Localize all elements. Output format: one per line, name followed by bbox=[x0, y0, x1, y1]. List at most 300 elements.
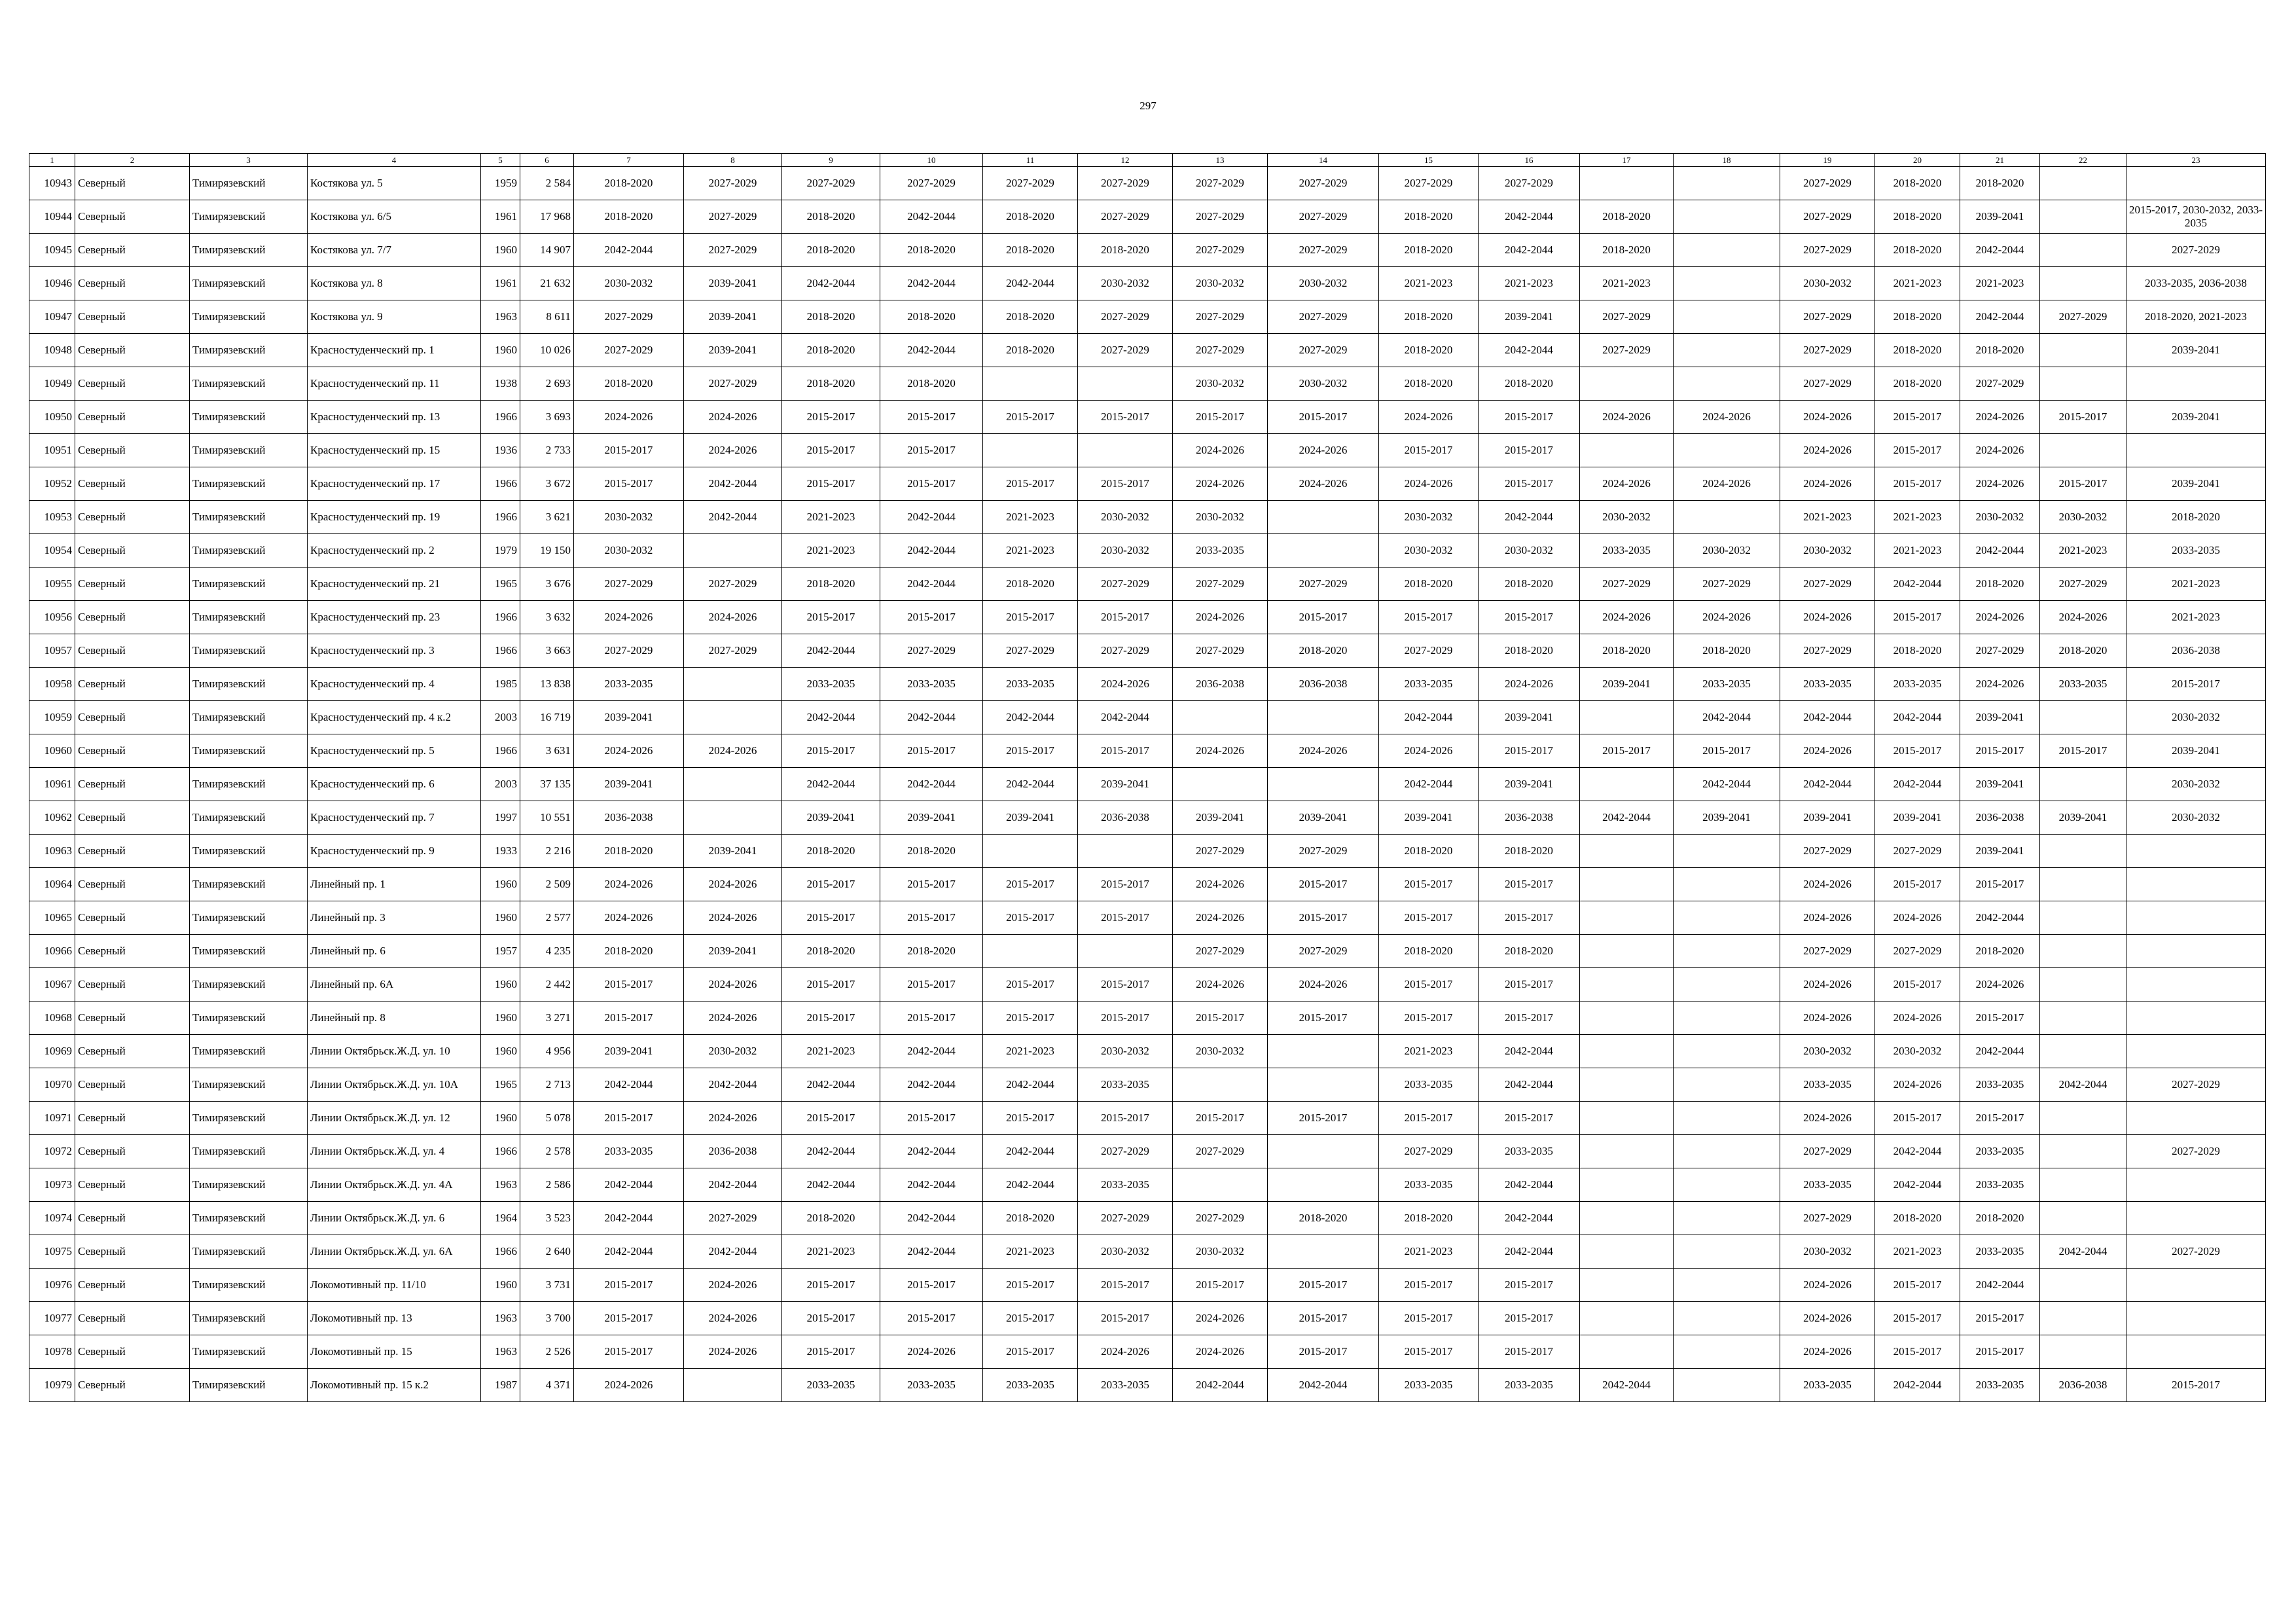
table-cell-col-17 bbox=[1580, 1035, 1674, 1068]
table-cell-col-10: 2015-2017 bbox=[880, 1302, 983, 1335]
table-cell-col-18 bbox=[1674, 868, 1780, 901]
table-cell-col-12: 2015-2017 bbox=[1078, 601, 1173, 634]
table-cell-col-4: Красностуденческий пр. 19 bbox=[308, 501, 481, 534]
table-cell-col-14 bbox=[1268, 501, 1379, 534]
table-cell-col-17: 2042-2044 bbox=[1580, 1369, 1674, 1402]
table-cell-col-9: 2021-2023 bbox=[782, 534, 880, 568]
table-cell-col-4: Локомотивный пр. 15 к.2 bbox=[308, 1369, 481, 1402]
table-cell-col-10: 2042-2044 bbox=[880, 534, 983, 568]
table-cell-col-4: Костякова ул. 5 bbox=[308, 167, 481, 200]
table-cell-col-6: 4 956 bbox=[520, 1035, 574, 1068]
table-cell-col-14: 2015-2017 bbox=[1268, 1102, 1379, 1135]
table-cell-col-14: 2027-2029 bbox=[1268, 167, 1379, 200]
table-cell-col-21: 2015-2017 bbox=[1960, 1102, 2040, 1135]
table-row bbox=[29, 601, 2266, 634]
table-cell-col-5: 1961 bbox=[481, 267, 520, 300]
table-cell-col-12: 2018-2020 bbox=[1078, 234, 1173, 267]
table-cell-col-22: 2027-2029 bbox=[2040, 568, 2126, 601]
table-row bbox=[29, 1235, 2266, 1269]
table-cell-col-11: 2027-2029 bbox=[983, 167, 1078, 200]
table-cell-col-3: Тимирязевский bbox=[190, 367, 308, 401]
table-cell-col-9: 2021-2023 bbox=[782, 1035, 880, 1068]
table-cell-col-6: 3 731 bbox=[520, 1269, 574, 1302]
table-cell-col-5: 1963 bbox=[481, 1168, 520, 1202]
table-cell-col-17 bbox=[1580, 1269, 1674, 1302]
table-cell-col-1: 10971 bbox=[29, 1102, 75, 1135]
table-cell-col-10: 2018-2020 bbox=[880, 835, 983, 868]
table-cell-col-4: Линейный пр. 3 bbox=[308, 901, 481, 935]
table-cell-col-23: 2036-2038 bbox=[2126, 634, 2266, 668]
table-cell-col-3: Тимирязевский bbox=[190, 734, 308, 768]
table-cell-col-19: 2027-2029 bbox=[1780, 300, 1875, 334]
table-cell-col-2: Северный bbox=[75, 234, 190, 267]
table-cell-col-11: 2015-2017 bbox=[983, 467, 1078, 501]
table-cell-col-10: 2027-2029 bbox=[880, 167, 983, 200]
table-cell-col-21: 2039-2041 bbox=[1960, 768, 2040, 801]
table-cell-col-2: Северный bbox=[75, 200, 190, 234]
table-cell-col-14 bbox=[1268, 768, 1379, 801]
table-cell-col-1: 10973 bbox=[29, 1168, 75, 1202]
table-cell-col-23 bbox=[2126, 1035, 2266, 1068]
table-cell-col-6: 2 578 bbox=[520, 1135, 574, 1168]
table-cell-col-2: Северный bbox=[75, 334, 190, 367]
table-row bbox=[29, 167, 2266, 200]
table-cell-col-15: 2018-2020 bbox=[1379, 234, 1479, 267]
table-cell-col-17: 2024-2026 bbox=[1580, 601, 1674, 634]
table-cell-col-12: 2030-2032 bbox=[1078, 501, 1173, 534]
table-cell-col-12: 2027-2029 bbox=[1078, 634, 1173, 668]
table-cell-col-2: Северный bbox=[75, 601, 190, 634]
table-body bbox=[29, 167, 2266, 1402]
table-cell-col-18 bbox=[1674, 1335, 1780, 1369]
table-cell-col-21: 2024-2026 bbox=[1960, 601, 2040, 634]
table-cell-col-3: Тимирязевский bbox=[190, 467, 308, 501]
table-cell-col-22: 2036-2038 bbox=[2040, 1369, 2126, 1402]
table-cell-col-11: 2015-2017 bbox=[983, 1102, 1078, 1135]
table-cell-col-12: 2015-2017 bbox=[1078, 401, 1173, 434]
table-cell-col-9: 2018-2020 bbox=[782, 367, 880, 401]
table-cell-col-6: 5 078 bbox=[520, 1102, 574, 1135]
table-cell-col-23 bbox=[2126, 968, 2266, 1001]
table-cell-col-3: Тимирязевский bbox=[190, 1202, 308, 1235]
table-cell-col-13: 2024-2026 bbox=[1173, 434, 1268, 467]
table-cell-col-18: 2030-2032 bbox=[1674, 534, 1780, 568]
table-cell-col-9: 2015-2017 bbox=[782, 467, 880, 501]
table-cell-col-15: 2024-2026 bbox=[1379, 734, 1479, 768]
table-cell-col-13 bbox=[1173, 1168, 1268, 1202]
table-cell-col-17 bbox=[1580, 1068, 1674, 1102]
table-row bbox=[29, 668, 2266, 701]
table-cell-col-18: 2024-2026 bbox=[1674, 467, 1780, 501]
table-cell-col-16: 2015-2017 bbox=[1479, 734, 1580, 768]
table-cell-col-5: 1987 bbox=[481, 1369, 520, 1402]
table-cell-col-7: 2042-2044 bbox=[574, 234, 684, 267]
table-cell-col-20: 2015-2017 bbox=[1875, 968, 1960, 1001]
table-cell-col-22 bbox=[2040, 1302, 2126, 1335]
table-cell-col-6: 19 150 bbox=[520, 534, 574, 568]
table-cell-col-7: 2018-2020 bbox=[574, 935, 684, 968]
table-cell-col-12: 2027-2029 bbox=[1078, 167, 1173, 200]
table-cell-col-23 bbox=[2126, 1302, 2266, 1335]
table-cell-col-1: 10949 bbox=[29, 367, 75, 401]
table-cell-col-11: 2015-2017 bbox=[983, 1335, 1078, 1369]
table-cell-col-5: 1985 bbox=[481, 668, 520, 701]
table-cell-col-7: 2027-2029 bbox=[574, 568, 684, 601]
table-cell-col-16: 2015-2017 bbox=[1479, 968, 1580, 1001]
table-cell-col-8 bbox=[684, 701, 782, 734]
table-cell-col-7: 2039-2041 bbox=[574, 768, 684, 801]
table-cell-col-23: 2027-2029 bbox=[2126, 1068, 2266, 1102]
table-cell-col-10: 2015-2017 bbox=[880, 734, 983, 768]
column-header-12: 12 bbox=[1078, 154, 1173, 167]
table-cell-col-9: 2015-2017 bbox=[782, 1102, 880, 1135]
table-cell-col-20: 2015-2017 bbox=[1875, 601, 1960, 634]
table-cell-col-15: 2015-2017 bbox=[1379, 968, 1479, 1001]
table-cell-col-8: 2039-2041 bbox=[684, 334, 782, 367]
table-cell-col-16: 2027-2029 bbox=[1479, 167, 1580, 200]
table-cell-col-22: 2024-2026 bbox=[2040, 601, 2126, 634]
table-cell-col-2: Северный bbox=[75, 267, 190, 300]
column-header-4: 4 bbox=[308, 154, 481, 167]
table-cell-col-16: 2015-2017 bbox=[1479, 868, 1580, 901]
table-cell-col-12 bbox=[1078, 835, 1173, 868]
table-cell-col-2: Северный bbox=[75, 167, 190, 200]
table-cell-col-3: Тимирязевский bbox=[190, 1068, 308, 1102]
table-cell-col-5: 1960 bbox=[481, 868, 520, 901]
table-cell-col-17 bbox=[1580, 835, 1674, 868]
table-cell-col-6: 14 907 bbox=[520, 234, 574, 267]
table-cell-col-16: 2018-2020 bbox=[1479, 835, 1580, 868]
table-cell-col-6: 3 632 bbox=[520, 601, 574, 634]
table-cell-col-14: 2030-2032 bbox=[1268, 267, 1379, 300]
table-cell-col-21: 2015-2017 bbox=[1960, 868, 2040, 901]
table-cell-col-20: 2024-2026 bbox=[1875, 901, 1960, 935]
table-cell-col-23: 2018-2020, 2021-2023 bbox=[2126, 300, 2266, 334]
table-cell-col-18: 2015-2017 bbox=[1674, 734, 1780, 768]
table-cell-col-19: 2033-2035 bbox=[1780, 1068, 1875, 1102]
table-cell-col-22: 2042-2044 bbox=[2040, 1235, 2126, 1269]
table-cell-col-7: 2033-2035 bbox=[574, 1135, 684, 1168]
table-cell-col-6: 10 551 bbox=[520, 801, 574, 835]
table-cell-col-21: 2024-2026 bbox=[1960, 467, 2040, 501]
table-cell-col-18 bbox=[1674, 501, 1780, 534]
table-row bbox=[29, 701, 2266, 734]
table-cell-col-15: 2027-2029 bbox=[1379, 1135, 1479, 1168]
table-cell-col-21: 2015-2017 bbox=[1960, 734, 2040, 768]
table-cell-col-5: 1966 bbox=[481, 401, 520, 434]
table-cell-col-17: 2027-2029 bbox=[1580, 568, 1674, 601]
table-cell-col-12: 2039-2041 bbox=[1078, 768, 1173, 801]
table-cell-col-18 bbox=[1674, 434, 1780, 467]
table-cell-col-1: 10965 bbox=[29, 901, 75, 935]
table-cell-col-21: 2021-2023 bbox=[1960, 267, 2040, 300]
table-cell-col-18 bbox=[1674, 1269, 1780, 1302]
table-cell-col-14: 2024-2026 bbox=[1268, 734, 1379, 768]
table-cell-col-13: 2042-2044 bbox=[1173, 1369, 1268, 1402]
table-cell-col-19: 2030-2032 bbox=[1780, 267, 1875, 300]
table-cell-col-18 bbox=[1674, 334, 1780, 367]
table-cell-col-19: 2024-2026 bbox=[1780, 901, 1875, 935]
table-cell-col-20: 2015-2017 bbox=[1875, 1302, 1960, 1335]
table-cell-col-9: 2015-2017 bbox=[782, 734, 880, 768]
table-cell-col-6: 2 586 bbox=[520, 1168, 574, 1202]
table-cell-col-4: Красностуденческий пр. 17 bbox=[308, 467, 481, 501]
table-cell-col-21: 2018-2020 bbox=[1960, 935, 2040, 968]
table-cell-col-18 bbox=[1674, 300, 1780, 334]
table-cell-col-10: 2015-2017 bbox=[880, 1269, 983, 1302]
table-cell-col-1: 10968 bbox=[29, 1001, 75, 1035]
table-cell-col-12: 2015-2017 bbox=[1078, 968, 1173, 1001]
table-row bbox=[29, 534, 2266, 568]
table-row bbox=[29, 935, 2266, 968]
table-cell-col-12: 2027-2029 bbox=[1078, 568, 1173, 601]
table-cell-col-8: 2024-2026 bbox=[684, 868, 782, 901]
table-cell-col-10: 2042-2044 bbox=[880, 267, 983, 300]
table-cell-col-22: 2018-2020 bbox=[2040, 634, 2126, 668]
table-cell-col-12 bbox=[1078, 434, 1173, 467]
table-cell-col-7: 2024-2026 bbox=[574, 1369, 684, 1402]
table-cell-col-21: 2018-2020 bbox=[1960, 334, 2040, 367]
column-header-2: 2 bbox=[75, 154, 190, 167]
table-cell-col-20: 2015-2017 bbox=[1875, 734, 1960, 768]
table-cell-col-11 bbox=[983, 434, 1078, 467]
table-cell-col-13: 2024-2026 bbox=[1173, 968, 1268, 1001]
table-cell-col-8: 2024-2026 bbox=[684, 1269, 782, 1302]
table-cell-col-15: 2033-2035 bbox=[1379, 1168, 1479, 1202]
table-cell-col-8: 2027-2029 bbox=[684, 234, 782, 267]
table-cell-col-3: Тимирязевский bbox=[190, 434, 308, 467]
table-cell-col-20: 2042-2044 bbox=[1875, 768, 1960, 801]
table-cell-col-12: 2036-2038 bbox=[1078, 801, 1173, 835]
table-cell-col-5: 2003 bbox=[481, 701, 520, 734]
table-cell-col-16: 2039-2041 bbox=[1479, 701, 1580, 734]
table-cell-col-20: 2027-2029 bbox=[1875, 935, 1960, 968]
table-cell-col-10: 2033-2035 bbox=[880, 668, 983, 701]
table-cell-col-19: 2024-2026 bbox=[1780, 1001, 1875, 1035]
table-cell-col-21: 2042-2044 bbox=[1960, 234, 2040, 267]
table-cell-col-8: 2024-2026 bbox=[684, 434, 782, 467]
table-cell-col-7: 2018-2020 bbox=[574, 835, 684, 868]
table-cell-col-2: Северный bbox=[75, 467, 190, 501]
table-cell-col-21: 2024-2026 bbox=[1960, 434, 2040, 467]
table-cell-col-22: 2015-2017 bbox=[2040, 734, 2126, 768]
table-cell-col-6: 2 216 bbox=[520, 835, 574, 868]
table-cell-col-7: 2030-2032 bbox=[574, 501, 684, 534]
table-cell-col-23: 2039-2041 bbox=[2126, 401, 2266, 434]
table-cell-col-15: 2018-2020 bbox=[1379, 1202, 1479, 1235]
table-cell-col-1: 10948 bbox=[29, 334, 75, 367]
table-cell-col-9: 2042-2044 bbox=[782, 1135, 880, 1168]
table-row bbox=[29, 434, 2266, 467]
table-cell-col-10: 2015-2017 bbox=[880, 1001, 983, 1035]
table-cell-col-5: 1960 bbox=[481, 901, 520, 935]
table-cell-col-11: 2021-2023 bbox=[983, 501, 1078, 534]
table-cell-col-13: 2027-2029 bbox=[1173, 634, 1268, 668]
table-cell-col-7: 2015-2017 bbox=[574, 1302, 684, 1335]
table-cell-col-2: Северный bbox=[75, 534, 190, 568]
table-cell-col-22 bbox=[2040, 334, 2126, 367]
table-cell-col-22: 2039-2041 bbox=[2040, 801, 2126, 835]
table-cell-col-8: 2039-2041 bbox=[684, 300, 782, 334]
table-cell-col-5: 1966 bbox=[481, 501, 520, 534]
table-cell-col-2: Северный bbox=[75, 1302, 190, 1335]
table-cell-col-2: Северный bbox=[75, 701, 190, 734]
table-cell-col-1: 10953 bbox=[29, 501, 75, 534]
table-cell-col-7: 2015-2017 bbox=[574, 1001, 684, 1035]
table-cell-col-8 bbox=[684, 801, 782, 835]
table-cell-col-13: 2039-2041 bbox=[1173, 801, 1268, 835]
table-cell-col-5: 1966 bbox=[481, 1235, 520, 1269]
table-cell-col-13: 2027-2029 bbox=[1173, 1135, 1268, 1168]
table-cell-col-23: 2030-2032 bbox=[2126, 768, 2266, 801]
table-cell-col-4: Линии Октябрьск.Ж.Д. ул. 6А bbox=[308, 1235, 481, 1269]
table-cell-col-2: Северный bbox=[75, 901, 190, 935]
table-cell-col-10: 2042-2044 bbox=[880, 1035, 983, 1068]
table-cell-col-6: 2 526 bbox=[520, 1335, 574, 1369]
table-cell-col-15: 2015-2017 bbox=[1379, 1269, 1479, 1302]
table-cell-col-14: 2024-2026 bbox=[1268, 467, 1379, 501]
table-cell-col-7: 2015-2017 bbox=[574, 1335, 684, 1369]
table-cell-col-13: 2024-2026 bbox=[1173, 601, 1268, 634]
table-cell-col-2: Северный bbox=[75, 1068, 190, 1102]
table-cell-col-12: 2015-2017 bbox=[1078, 1102, 1173, 1135]
table-cell-col-7: 2024-2026 bbox=[574, 401, 684, 434]
table-cell-col-12: 2042-2044 bbox=[1078, 701, 1173, 734]
table-cell-col-22 bbox=[2040, 167, 2126, 200]
table-cell-col-18: 2024-2026 bbox=[1674, 401, 1780, 434]
table-cell-col-16: 2024-2026 bbox=[1479, 668, 1580, 701]
table-cell-col-6: 3 700 bbox=[520, 1302, 574, 1335]
table-cell-col-10: 2015-2017 bbox=[880, 868, 983, 901]
table-cell-col-9: 2018-2020 bbox=[782, 568, 880, 601]
table-cell-col-10: 2024-2026 bbox=[880, 1335, 983, 1369]
table-cell-col-10: 2042-2044 bbox=[880, 1135, 983, 1168]
table-cell-col-20: 2018-2020 bbox=[1875, 367, 1960, 401]
table-cell-col-9: 2018-2020 bbox=[782, 1202, 880, 1235]
table-cell-col-5: 1997 bbox=[481, 801, 520, 835]
table-cell-col-14 bbox=[1268, 1168, 1379, 1202]
table-row bbox=[29, 868, 2266, 901]
table-cell-col-23: 2021-2023 bbox=[2126, 568, 2266, 601]
table-cell-col-9: 2021-2023 bbox=[782, 501, 880, 534]
table-cell-col-4: Красностуденческий пр. 9 bbox=[308, 835, 481, 868]
table-cell-col-13: 2030-2032 bbox=[1173, 1235, 1268, 1269]
table-row bbox=[29, 1335, 2266, 1369]
table-cell-col-16: 2015-2017 bbox=[1479, 1335, 1580, 1369]
table-cell-col-14: 2027-2029 bbox=[1268, 234, 1379, 267]
table-cell-col-15: 2018-2020 bbox=[1379, 300, 1479, 334]
table-cell-col-18: 2039-2041 bbox=[1674, 801, 1780, 835]
table-cell-col-3: Тимирязевский bbox=[190, 267, 308, 300]
table-cell-col-3: Тимирязевский bbox=[190, 1035, 308, 1068]
table-cell-col-4: Костякова ул. 9 bbox=[308, 300, 481, 334]
table-row bbox=[29, 234, 2266, 267]
table-cell-col-16: 2015-2017 bbox=[1479, 1102, 1580, 1135]
table-row bbox=[29, 1102, 2266, 1135]
column-header-11: 11 bbox=[983, 154, 1078, 167]
table-cell-col-7: 2015-2017 bbox=[574, 968, 684, 1001]
table-cell-col-3: Тимирязевский bbox=[190, 1302, 308, 1335]
table-cell-col-17: 2042-2044 bbox=[1580, 801, 1674, 835]
table-cell-col-21: 2033-2035 bbox=[1960, 1168, 2040, 1202]
table-cell-col-1: 10970 bbox=[29, 1068, 75, 1102]
table-cell-col-23 bbox=[2126, 1202, 2266, 1235]
table-cell-col-16: 2033-2035 bbox=[1479, 1369, 1580, 1402]
table-cell-col-11: 2015-2017 bbox=[983, 868, 1078, 901]
column-header-7: 7 bbox=[574, 154, 684, 167]
table-cell-col-18 bbox=[1674, 167, 1780, 200]
table-cell-col-18 bbox=[1674, 1001, 1780, 1035]
table-cell-col-18: 2027-2029 bbox=[1674, 568, 1780, 601]
table-cell-col-22 bbox=[2040, 835, 2126, 868]
table-cell-col-1: 10967 bbox=[29, 968, 75, 1001]
table-cell-col-7: 2015-2017 bbox=[574, 434, 684, 467]
table-cell-col-1: 10956 bbox=[29, 601, 75, 634]
table-cell-col-21: 2027-2029 bbox=[1960, 634, 2040, 668]
table-cell-col-22 bbox=[2040, 868, 2126, 901]
table-cell-col-5: 1963 bbox=[481, 1302, 520, 1335]
table-cell-col-20: 2015-2017 bbox=[1875, 401, 1960, 434]
table-cell-col-12: 2027-2029 bbox=[1078, 1202, 1173, 1235]
table-row bbox=[29, 1202, 2266, 1235]
table-cell-col-13: 2027-2029 bbox=[1173, 568, 1268, 601]
table-cell-col-3: Тимирязевский bbox=[190, 234, 308, 267]
table-cell-col-23 bbox=[2126, 1102, 2266, 1135]
table-cell-col-14: 2027-2029 bbox=[1268, 935, 1379, 968]
table-cell-col-18: 2018-2020 bbox=[1674, 634, 1780, 668]
table-cell-col-7: 2018-2020 bbox=[574, 200, 684, 234]
table-cell-col-18 bbox=[1674, 1035, 1780, 1068]
table-row bbox=[29, 801, 2266, 835]
table-cell-col-14: 2027-2029 bbox=[1268, 334, 1379, 367]
table-cell-col-16: 2036-2038 bbox=[1479, 801, 1580, 835]
column-header-9: 9 bbox=[782, 154, 880, 167]
table-cell-col-5: 1959 bbox=[481, 167, 520, 200]
table-cell-col-7: 2042-2044 bbox=[574, 1168, 684, 1202]
table-cell-col-12: 2027-2029 bbox=[1078, 1135, 1173, 1168]
table-cell-col-9: 2015-2017 bbox=[782, 1335, 880, 1369]
table-cell-col-23: 2027-2029 bbox=[2126, 234, 2266, 267]
table-cell-col-15: 2018-2020 bbox=[1379, 835, 1479, 868]
table-cell-col-23 bbox=[2126, 901, 2266, 935]
table-cell-col-14: 2024-2026 bbox=[1268, 968, 1379, 1001]
table-cell-col-17: 2027-2029 bbox=[1580, 300, 1674, 334]
table-cell-col-4: Линейный пр. 1 bbox=[308, 868, 481, 901]
table-cell-col-23: 2027-2029 bbox=[2126, 1235, 2266, 1269]
table-cell-col-8: 2027-2029 bbox=[684, 568, 782, 601]
table-row bbox=[29, 1001, 2266, 1035]
table-cell-col-21: 2033-2035 bbox=[1960, 1369, 2040, 1402]
column-header-3: 3 bbox=[190, 154, 308, 167]
table-cell-col-7: 2027-2029 bbox=[574, 634, 684, 668]
table-cell-col-4: Линии Октябрьск.Ж.Д. ул. 4 bbox=[308, 1135, 481, 1168]
table-cell-col-6: 2 577 bbox=[520, 901, 574, 935]
table-cell-col-20: 2027-2029 bbox=[1875, 835, 1960, 868]
table-cell-col-23: 2021-2023 bbox=[2126, 601, 2266, 634]
table-cell-col-2: Северный bbox=[75, 401, 190, 434]
table-cell-col-12: 2033-2035 bbox=[1078, 1168, 1173, 1202]
table-cell-col-10: 2018-2020 bbox=[880, 300, 983, 334]
table-cell-col-10: 2015-2017 bbox=[880, 401, 983, 434]
table-cell-col-10: 2042-2044 bbox=[880, 1168, 983, 1202]
table-cell-col-22 bbox=[2040, 901, 2126, 935]
table-cell-col-1: 10945 bbox=[29, 234, 75, 267]
table-cell-col-8: 2039-2041 bbox=[684, 835, 782, 868]
table-cell-col-13: 2027-2029 bbox=[1173, 300, 1268, 334]
table-cell-col-19: 2030-2032 bbox=[1780, 1035, 1875, 1068]
table-cell-col-2: Северный bbox=[75, 1102, 190, 1135]
table-cell-col-2: Северный bbox=[75, 801, 190, 835]
